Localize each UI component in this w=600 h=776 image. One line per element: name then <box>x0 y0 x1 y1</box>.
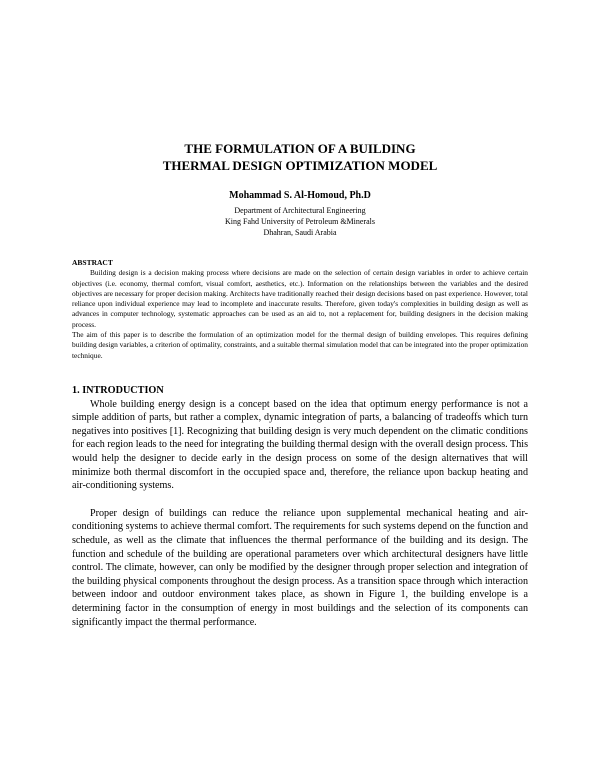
abstract-section <box>72 258 528 361</box>
affiliation-location: Dhahran, Saudi Arabia <box>263 228 337 237</box>
paper-title <box>72 140 528 174</box>
abstract-paragraph-1: Building design is a decision making process where decisions are made on the selection of certain design variables in order to achieve certain objectives (i.e. economy, thermal comfort, visual comfort, aesthetics, etc.). Information on the relationships between the variables and the desired objectives are necessary for proper decision making. Architects have traditionally reached their design decisions based on past experience. However, total reliance upon individual experience may lead to incomplete and inaccurate results. Therefore, given today's complexities in building design as well as advances in computer technology, systematic approaches can be used as an aid to, not a replacement for, building designers in the decision making process. <box>72 268 528 329</box>
affiliation-university: King Fahd University of Petroleum &Minerals <box>225 217 375 226</box>
title-line-2: THERMAL DESIGN OPTIMIZATION MODEL <box>162 158 438 173</box>
introduction-paragraph-1: Whole building energy design is a concept based on the idea that optimum energy performance is not a simple addition of parts, but rather a complex, dynamic integration of parts, a balancing of tradeoffs which turn negatives into positives [1]. Recognizing that building design is very much dependent on the climatic conditions for each region leads to the need for integrating the building thermal design with the overall design process. This would help the designer to decide early in the design process on some of the design alternatives that will minimize both thermal discomfort in the occupied space and, therefore, the reliance upon backup heating and air-conditioning systems. <box>72 398 528 492</box>
introduction-heading: 1. INTRODUCTION <box>72 385 164 396</box>
abstract-paragraph-2: The aim of this paper is to describe the formulation of an optimization model for the thermal design of building envelopes. This requires defining building design variables, a criterion of optimality, constraints, and a suitable thermal simulation model that can be integrated into the proper optimization technique. <box>72 330 528 360</box>
introduction-paragraph-2: Proper design of buildings can reduce the reliance upon supplemental mechanical heating and air-conditioning systems to achieve thermal comfort. The requirements for such systems depend on the function and schedule, as well as the climate that influences the thermal performance of the building and its design. The function and schedule of the building are operational parameters over which architectural designers have little control. The climate, however, can only be modified by the designer through proper selection and integration of the building physical components throughout the design process. As a transition space through which interaction between indoor and outdoor environment takes place, as shown in Figure 1, the building envelope is a determining factor in the consumption of energy in most buildings and the selection of its components can significantly impact the thermal performance. <box>72 507 528 628</box>
author-name: Mohammad S. Al-Homoud, Ph.D <box>229 190 371 201</box>
introduction-section <box>72 384 528 629</box>
title-line-1: THE FORMULATION OF A BUILDING <box>184 141 416 156</box>
affiliation-department: Department of Architectural Engineering <box>234 206 366 215</box>
abstract-heading: ABSTRACT <box>72 258 113 267</box>
title-block <box>72 140 528 238</box>
author-affiliation <box>72 205 528 238</box>
